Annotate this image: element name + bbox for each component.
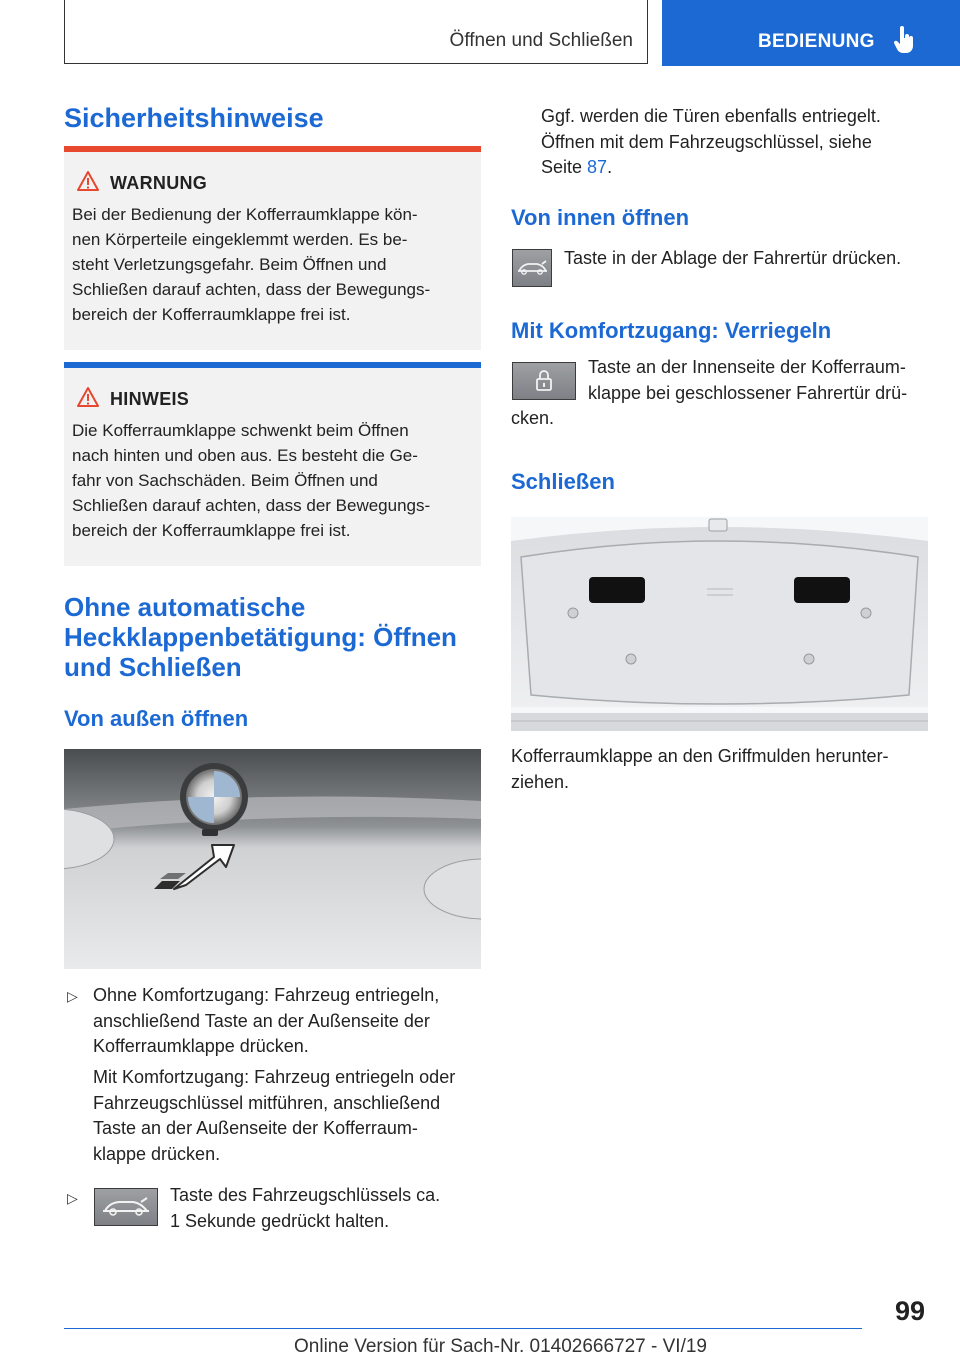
footer-version-text: Online Version für Sach-Nr. 01402666727 - VI/19 bbox=[294, 1336, 707, 1357]
warning-line: bereich der Kofferraumklappe frei ist. bbox=[72, 305, 351, 324]
text-line: 1 Sekunde gedrückt halten. bbox=[170, 1210, 390, 1231]
bullet-marker: ▷ bbox=[67, 988, 78, 1004]
text-line: anschließend Taste an der Außenseite der bbox=[93, 1010, 430, 1031]
hint-line: fahr von Sachschäden. Beim Öffnen und bbox=[72, 471, 378, 490]
hint-box bbox=[64, 362, 481, 566]
text-line: klappe bei geschlossener Fahrertür drü- bbox=[588, 382, 908, 403]
warning-line: Bei der Bedienung der Kofferraumklappe kön- bbox=[72, 205, 418, 224]
intro-text bbox=[541, 104, 941, 181]
text-line: Öffnen mit dem Fahrzeugschlüssel, siehe bbox=[541, 131, 872, 152]
text-line: Kofferraumklappe an den Griffmulden herunter- bbox=[511, 746, 889, 766]
section-title: Öffnen und Schließen bbox=[449, 30, 633, 51]
bullet-marker: ▷ bbox=[67, 1190, 78, 1206]
chapter-tab-label: BEDIENUNG bbox=[758, 31, 875, 52]
heading-line: Heckklappenbetätigung: Öffnen bbox=[64, 622, 457, 652]
hint-line: Schließen darauf achten, dass der Bewegungs- bbox=[72, 496, 431, 515]
text-line: Ggf. werden die Türen ebenfalls entriegelt. bbox=[541, 106, 881, 126]
text-line: Ohne Komfortzugang: Fahrzeug entriegeln, bbox=[93, 985, 440, 1005]
text-line: Taste an der Außenseite der Kofferraum- bbox=[93, 1118, 418, 1138]
text-line: klappe drücken. bbox=[93, 1143, 221, 1164]
heading-sicherheitshinweise: Sicherheitshinweise bbox=[64, 103, 324, 133]
komfort-text-1 bbox=[588, 355, 938, 406]
footer-rule bbox=[64, 1328, 862, 1329]
heading-komfortzugang-verriegeln: Mit Komfortzugang: Verriegeln bbox=[511, 318, 832, 343]
warning-line: Schließen darauf achten, dass der Bewegungs- bbox=[72, 280, 431, 299]
warning-triangle-icon bbox=[76, 170, 100, 192]
text-fragment: . bbox=[607, 157, 613, 177]
trunk-lid-interior-photo bbox=[511, 517, 928, 731]
schliessen-text bbox=[511, 744, 931, 795]
bullet1-para2 bbox=[93, 1065, 485, 1167]
text-line: ziehen. bbox=[511, 771, 570, 792]
bullet2-text bbox=[170, 1183, 480, 1234]
hint-line: Die Kofferraumklappe schwenkt beim Öffnen bbox=[72, 421, 409, 440]
text-line: Fahrzeugschlüssel mitführen, anschließend bbox=[93, 1092, 441, 1113]
text-fragment: Seite bbox=[541, 157, 588, 177]
text-line: Taste an der Innenseite der Kofferraum- bbox=[588, 357, 906, 377]
warning-line: nen Körperteile eingeklemmt werden. Es be- bbox=[72, 230, 408, 249]
warning-box bbox=[64, 146, 481, 350]
hint-bar bbox=[64, 362, 481, 368]
header-section-box bbox=[64, 0, 648, 64]
heading-line: und Schließen bbox=[64, 652, 242, 682]
text-line bbox=[541, 155, 941, 181]
chapter-tab[interactable] bbox=[662, 0, 960, 66]
text-line: Kofferraumklappe drücken. bbox=[93, 1036, 309, 1056]
bullet1-text bbox=[93, 983, 485, 1060]
lock-button-icon bbox=[512, 362, 576, 400]
hint-text bbox=[72, 418, 474, 543]
trunk-exterior-photo bbox=[64, 749, 481, 969]
heading-schliessen: Schließen bbox=[511, 469, 615, 494]
text-line: Taste des Fahrzeugschlüssels ca. bbox=[170, 1185, 441, 1205]
page-number: 99 bbox=[895, 1296, 926, 1326]
komfort-text-2: cken. bbox=[511, 408, 555, 428]
heading-line: Ohne automatische bbox=[64, 592, 306, 622]
warning-text bbox=[72, 202, 474, 327]
text-line: Mit Komfortzugang: Fahrzeug entriegeln oder bbox=[93, 1067, 456, 1087]
warning-title: WARNUNG bbox=[110, 173, 208, 193]
heading-ohne-automatische bbox=[64, 592, 484, 682]
heading-von-aussen-oeffnen: Von außen öffnen bbox=[64, 706, 249, 731]
hint-line: nach hinten und oben aus. Es besteht die Ge- bbox=[72, 446, 418, 465]
hint-triangle-icon bbox=[76, 386, 100, 408]
page-reference-link[interactable]: 87 bbox=[587, 157, 608, 177]
warning-line: steht Verletzungsgefahr. Beim Öffnen und bbox=[72, 255, 387, 274]
hint-title: HINWEIS bbox=[110, 389, 190, 409]
warning-bar bbox=[64, 146, 481, 152]
innen-text: Taste in der Ablage der Fahrertür drücken. bbox=[564, 248, 902, 268]
heading-von-innen-oeffnen: Von innen öffnen bbox=[511, 205, 690, 230]
hand-pointer-icon bbox=[894, 26, 916, 54]
door-trunk-button-icon bbox=[512, 249, 552, 287]
hint-line: bereich der Kofferraumklappe frei ist. bbox=[72, 521, 351, 540]
key-trunk-button-icon bbox=[94, 1188, 158, 1226]
